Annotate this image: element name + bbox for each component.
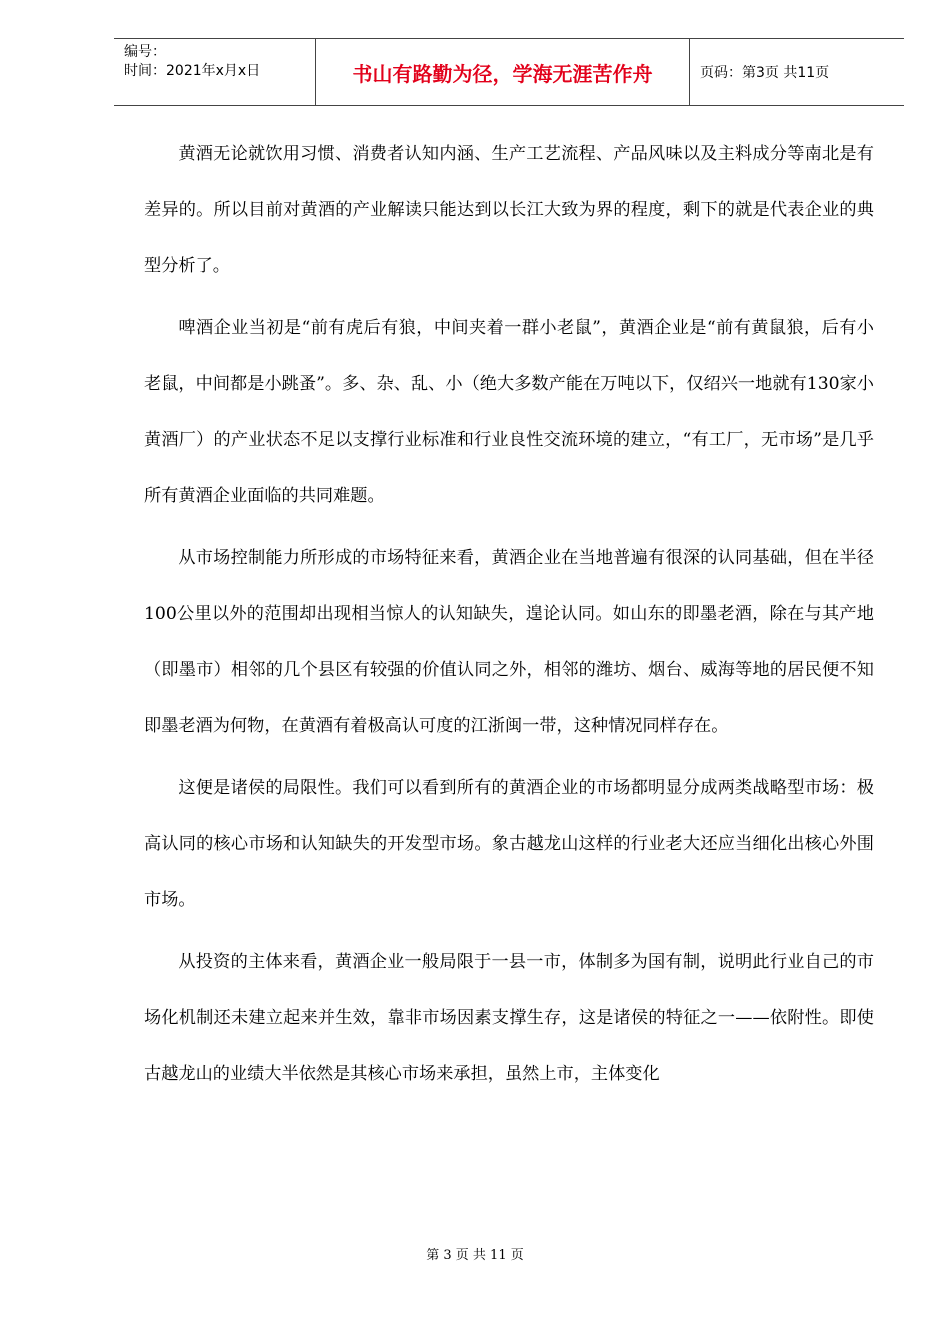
paragraph: 从市场控制能力所形成的市场特征来看，黄酒企业在当地普遍有很深的认同基础，但在半径100公里以外的范围却出现相当惊人的认知缺失，遑论认同。如山东的即墨老酒，除在与其产地（即墨市）相邻的几个县区有较强的价值认同之外，相邻的潍坊、烟台、威海等地的居民便不知即墨老酒为何物，在黄酒有着极高认可度的江浙闽一带，这种情况同样存在。 [144,548,874,736]
header-motto: 书山有路勤为径，学海无涯苦作舟 [316,39,690,105]
paragraph: 从投资的主体来看，黄酒企业一般局限于一县一市，体制多为国有制，说明此行业自己的市场化机制还未建立起来并生效，靠非市场因素支撑生存，这是诸侯的特征之一——依附性。即使古越龙山的业绩大半依然是其核心市场来承担，虽然上市，主体变化 [144,952,874,1084]
document-body [144,126,874,1108]
paragraph: 啤酒企业当初是“前有虎后有狼，中间夹着一群小老鼠”，黄酒企业是“前有黄鼠狼，后有小老鼠，中间都是小跳蚤”。多、杂、乱、小（绝大多数产能在万吨以下，仅绍兴一地就有130家小黄酒厂）的产业状态不足以支撑行业标准和行业良性交流环境的建立，“有工厂，无市场”是几乎所有黄酒企业面临的共同难题。 [144,318,874,506]
page-footer: 第 3 页 共 11 页 [426,1248,524,1263]
document-number-label: 编号： [124,44,166,60]
document-time-label: 时间：2021年x月x日 [124,63,261,79]
paragraph: 这便是诸侯的局限性。我们可以看到所有的黄酒企业的市场都明显分成两类战略型市场：极高认同的核心市场和认知缺失的开发型市场。象古越龙山这样的行业老大还应当细化出核心外围市场。 [144,778,874,910]
header-page-info: 页码：第3页 共11页 [700,65,830,81]
header-meta [114,39,316,105]
page-header [114,38,904,106]
paragraph: 黄酒无论就饮用习惯、消费者认知内涵、生产工艺流程、产品风味以及主料成分等南北是有差异的。所以目前对黄酒的产业解读只能达到以长江大致为界的程度，剩下的就是代表企业的典型分析了。 [144,144,874,276]
